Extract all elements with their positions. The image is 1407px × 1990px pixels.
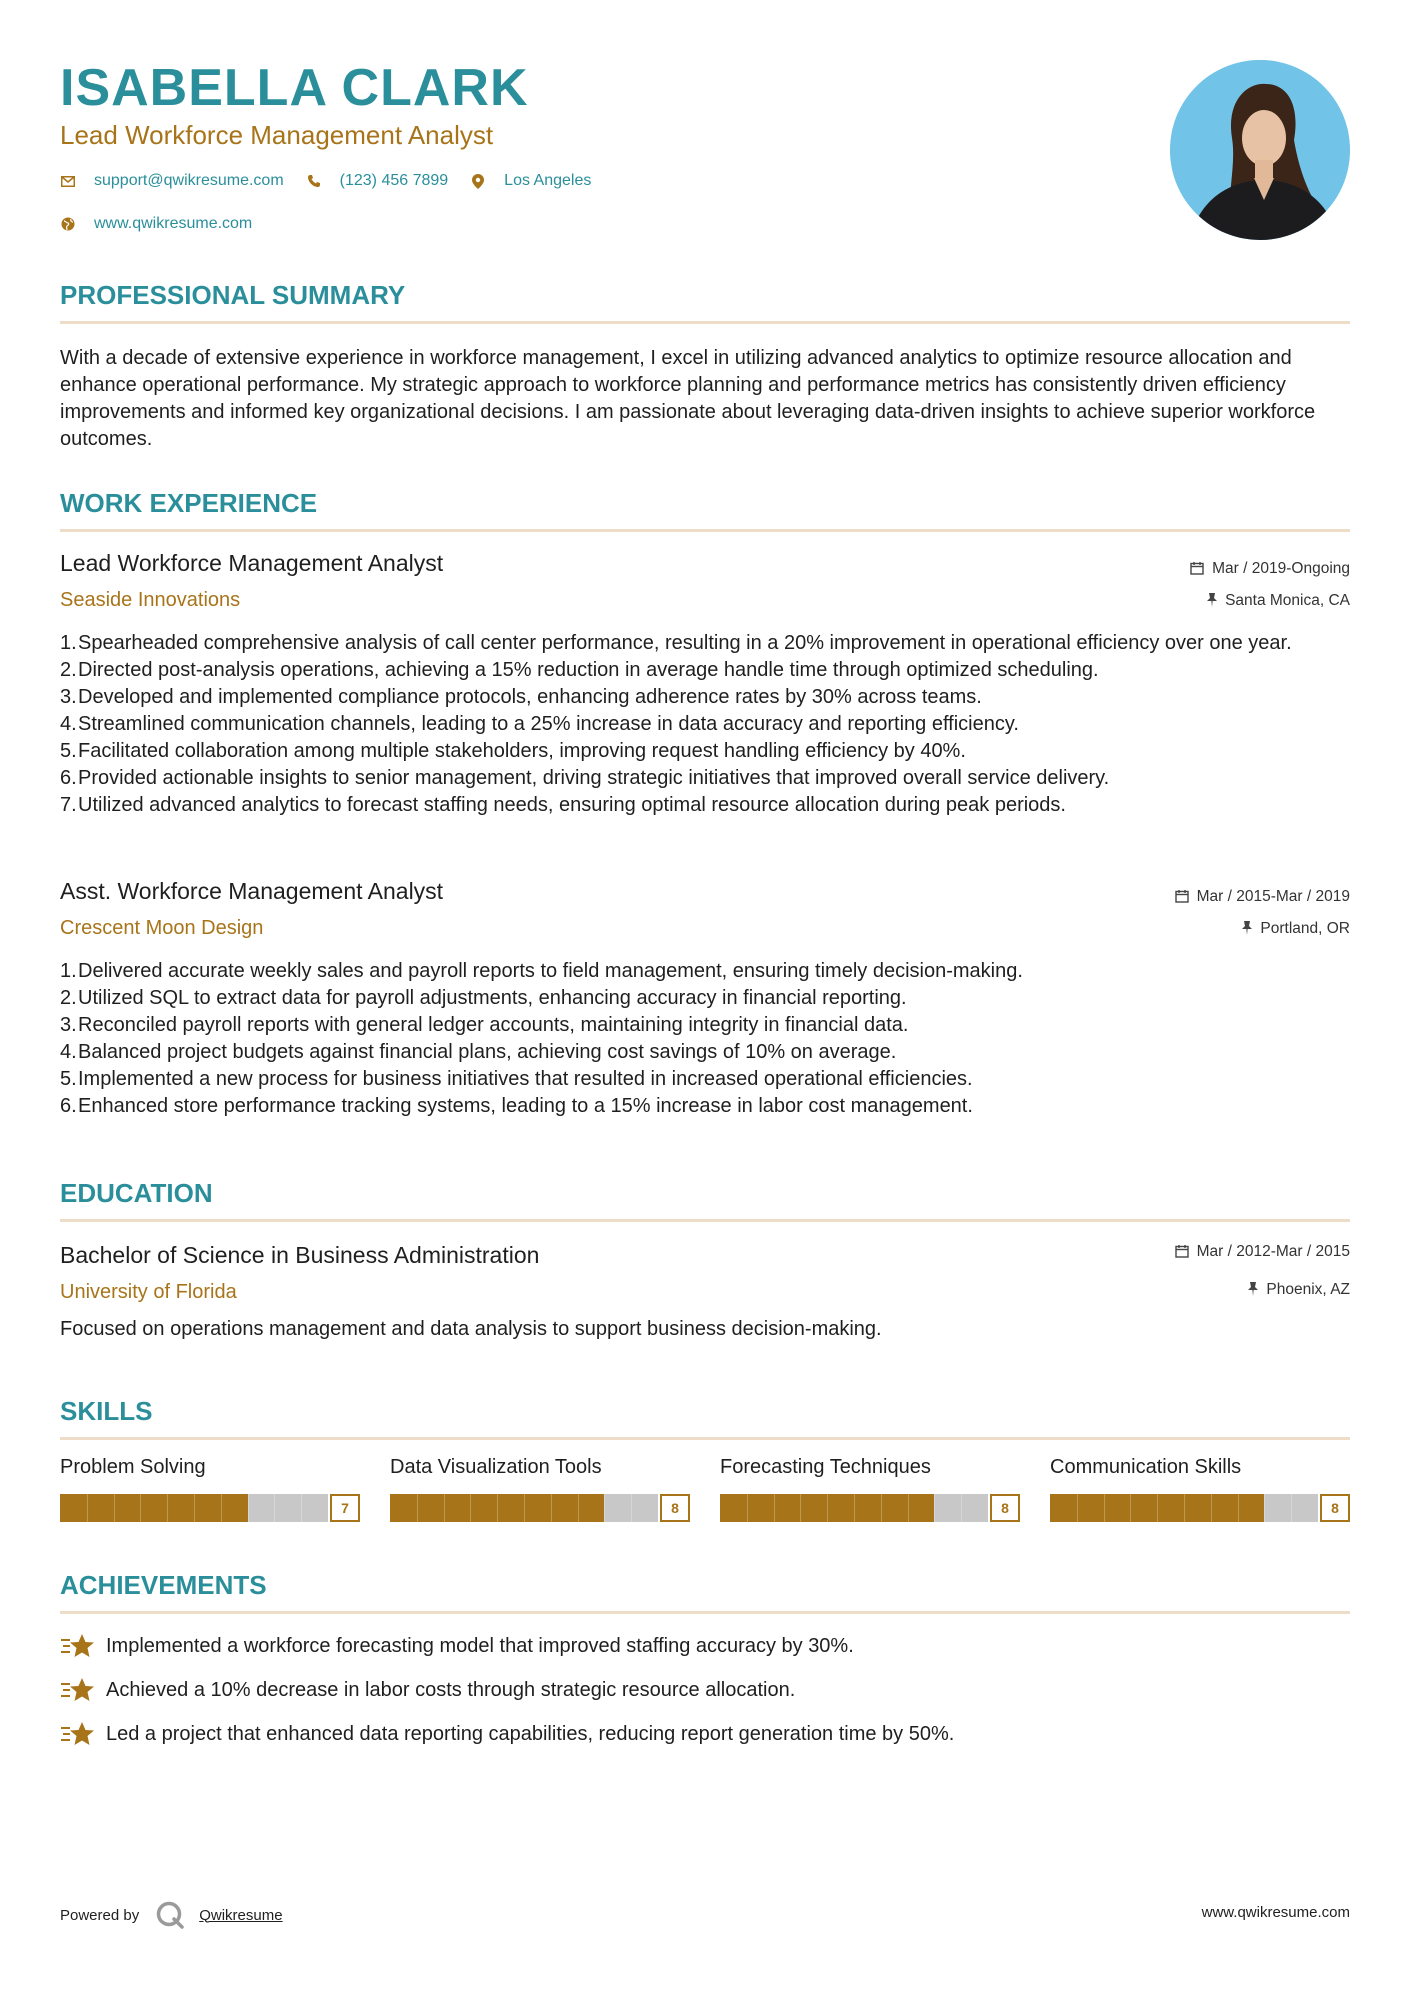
skill-segment-divider [800, 1494, 801, 1522]
skill-bar [720, 1494, 1020, 1522]
skill-segment-divider [1238, 1494, 1239, 1522]
skill-segment-divider [961, 1494, 962, 1522]
skill-item [390, 1456, 690, 1522]
education-location [1248, 1281, 1350, 1299]
pushpin-icon [1248, 1282, 1258, 1299]
skill-track [60, 1494, 328, 1522]
skill-segment-divider [1157, 1494, 1158, 1522]
list-item: 4. Balanced project budgets against financial plans, achieving cost savings of 10% on average. [60, 1041, 897, 1063]
job-dates-1 [1190, 560, 1350, 578]
skill-segment-divider [774, 1494, 775, 1522]
list-item: 2. Directed post-analysis operations, achieving a 15% reduction in average handle time through optimized scheduling. [60, 659, 1099, 681]
skill-item [60, 1456, 360, 1522]
job-bullets-2 [60, 958, 1350, 1120]
job-dates-2 [1175, 888, 1350, 906]
list-item: 1. Delivered accurate weekly sales and payroll reports to field management, ensuring timely decision-making. [60, 960, 1023, 982]
skill-segment-divider [194, 1494, 195, 1522]
skill-segment-divider [1264, 1494, 1265, 1522]
star-icon [60, 1720, 94, 1748]
contact-row [60, 172, 613, 190]
list-item: 6. Provided actionable insights to senior management, driving strategic initiatives that improved overall service delivery. [60, 767, 1110, 789]
skill-score: 8 [660, 1494, 690, 1522]
list-item: 3. Reconciled payroll reports with general ledger accounts, maintaining integrity in financial data. [60, 1014, 909, 1036]
education-dates [1175, 1243, 1350, 1261]
job-company-1: Seaside Innovations [60, 589, 241, 611]
skill-track [720, 1494, 988, 1522]
skill-segment-divider [497, 1494, 498, 1522]
skill-bar [1050, 1494, 1350, 1522]
skill-score: 8 [1320, 1494, 1350, 1522]
skill-segment-divider [1211, 1494, 1212, 1522]
website-text[interactable]: www.qwikresume.com [94, 215, 253, 232]
footer-powered-by [60, 1900, 283, 1930]
summary-heading: PROFESSIONAL SUMMARY [60, 280, 1350, 324]
contact-website[interactable] [60, 215, 252, 233]
degree-title: Bachelor of Science in Business Administration [60, 1242, 540, 1268]
calendar-icon [1190, 561, 1204, 578]
profile-photo [1170, 60, 1350, 240]
skill-segment-divider [934, 1494, 935, 1522]
education-heading: EDUCATION [60, 1178, 1350, 1222]
skill-item [720, 1456, 1020, 1522]
skill-track [390, 1494, 658, 1522]
skill-segment-divider [114, 1494, 115, 1522]
skill-label: Data Visualization Tools [390, 1456, 602, 1478]
education-dates-text: Mar / 2012-Mar / 2015 [1196, 1243, 1350, 1260]
skill-segment-divider [827, 1494, 828, 1522]
skill-segment-divider [604, 1494, 605, 1522]
pushpin-icon [1242, 921, 1252, 938]
skill-label: Problem Solving [60, 1456, 206, 1478]
skill-segment-divider [551, 1494, 552, 1522]
star-icon [60, 1632, 94, 1660]
list-item: 6. Enhanced store performance tracking systems, leading to a 15% increase in labor cost management. [60, 1095, 973, 1117]
skill-track [1050, 1494, 1318, 1522]
contact-phone[interactable] [306, 172, 449, 190]
job-dates-text-2: Mar / 2015-Mar / 2019 [1196, 888, 1350, 905]
phone-icon [306, 173, 322, 189]
envelope-icon [60, 173, 76, 189]
job-title-2: Asst. Workforce Management Analyst [60, 878, 444, 904]
skill-segment-divider [631, 1494, 632, 1522]
achievement-item [60, 1720, 954, 1748]
skill-segment-divider [167, 1494, 168, 1522]
skill-segment-divider [1077, 1494, 1078, 1522]
skill-segment-divider [1104, 1494, 1105, 1522]
pushpin-icon [1207, 593, 1217, 610]
skill-segment-divider [578, 1494, 579, 1522]
qwikresume-logo-icon [155, 1900, 185, 1930]
phone-text[interactable]: (123) 456 7899 [339, 172, 449, 189]
job-location-1 [1207, 592, 1350, 610]
contact-row-web [60, 215, 274, 233]
skill-segment-divider [221, 1494, 222, 1522]
job-bullets-1 [60, 630, 1350, 819]
summary-text: With a decade of extensive experience in workforce management, I excel in utilizing advanced analytics to optimize resource allocation and enhance operational performance. My strategic approach to workforce planning and performance metrics has consistently driven efficiency improvements and informed key organizational decisions. I am passionate about leveraging data-driven insights to achieve superior workforce outcomes. [60, 347, 1316, 450]
achievement-text: Implemented a workforce forecasting model that improved staffing accuracy by 30%. [106, 1634, 854, 1657]
skill-segment-divider [274, 1494, 275, 1522]
skill-fill [60, 1494, 248, 1522]
skill-segment-divider [854, 1494, 855, 1522]
skill-segment-divider [1291, 1494, 1292, 1522]
candidate-name: ISABELLA CLARK [60, 59, 529, 117]
experience-heading: WORK EXPERIENCE [60, 488, 1350, 532]
list-item: 3. Developed and implemented compliance protocols, enhancing adherence rates by 30% across teams. [60, 686, 982, 708]
skill-segment-divider [1184, 1494, 1185, 1522]
achievement-text: Achieved a 10% decrease in labor costs through strategic resource allocation. [106, 1678, 796, 1701]
skill-label: Forecasting Techniques [720, 1456, 931, 1478]
email-text[interactable]: support@qwikresume.com [94, 172, 284, 189]
skill-segment-divider [524, 1494, 525, 1522]
skill-segment-divider [417, 1494, 418, 1522]
achievement-text: Led a project that enhanced data reporting capabilities, reducing report generation time by 50%. [106, 1722, 955, 1745]
job-company-2: Crescent Moon Design [60, 917, 264, 939]
list-item: 1. Spearheaded comprehensive analysis of call center performance, resulting in a 20% improvement in operational efficiency over one year. [60, 632, 1292, 654]
list-item: 5. Facilitated collaboration among multiple stakeholders, improving request handling efficiency by 40%. [60, 740, 966, 762]
map-pin-icon [470, 173, 486, 189]
location-text: Los Angeles [504, 172, 592, 189]
job-location-text-2: Portland, OR [1260, 920, 1350, 937]
skill-segment-divider [140, 1494, 141, 1522]
job-location-text-1: Santa Monica, CA [1225, 592, 1350, 609]
skill-score: 8 [990, 1494, 1020, 1522]
achievement-item [60, 1676, 795, 1704]
footer-website[interactable]: www.qwikresume.com [1201, 1904, 1350, 1921]
skill-segment-divider [248, 1494, 249, 1522]
achievements-heading: ACHIEVEMENTS [60, 1570, 1350, 1614]
candidate-title: Lead Workforce Management Analyst [60, 120, 494, 150]
skill-segment-divider [444, 1494, 445, 1522]
education-description: Focused on operations management and data analysis to support business decision-making. [60, 1318, 882, 1340]
job-dates-text-1: Mar / 2019-Ongoing [1212, 560, 1350, 577]
skill-segment-divider [301, 1494, 302, 1522]
skill-bar [390, 1494, 690, 1522]
globe-icon [60, 216, 76, 232]
skill-segment-divider [881, 1494, 882, 1522]
calendar-icon [1175, 1244, 1189, 1261]
skill-segment-divider [87, 1494, 88, 1522]
contact-email[interactable] [60, 172, 284, 190]
contact-location [470, 172, 591, 190]
skill-segment-divider [1130, 1494, 1131, 1522]
skill-segment-divider [908, 1494, 909, 1522]
skill-item [1050, 1456, 1350, 1522]
calendar-icon [1175, 889, 1189, 906]
job-location-2 [1242, 920, 1350, 938]
resume-page [60, 0, 1350, 1990]
list-item: 2. Utilized SQL to extract data for payroll adjustments, enhancing accuracy in financial reporting. [60, 987, 907, 1009]
skills-heading: SKILLS [60, 1396, 1350, 1440]
school-name: University of Florida [60, 1281, 237, 1303]
skill-segment-divider [470, 1494, 471, 1522]
list-item: 5. Implemented a new process for business initiatives that resulted in increased operational efficiencies. [60, 1068, 973, 1090]
achievement-item [60, 1632, 854, 1660]
education-location-text: Phoenix, AZ [1266, 1281, 1350, 1298]
list-item: 4. Streamlined communication channels, leading to a 25% increase in data accuracy and reporting efficiency. [60, 713, 1019, 735]
list-item: 7. Utilized advanced analytics to forecast staffing needs, ensuring optimal resource allocation during peak periods. [60, 794, 1066, 816]
job-title-1: Lead Workforce Management Analyst [60, 550, 444, 576]
skill-score: 7 [330, 1494, 360, 1522]
skill-segment-divider [747, 1494, 748, 1522]
skill-label: Communication Skills [1050, 1456, 1242, 1478]
powered-by-label: Powered by [60, 1906, 140, 1924]
star-icon [60, 1676, 94, 1704]
skill-bar [60, 1494, 360, 1522]
qwikresume-link[interactable]: Qwikresume [199, 1906, 283, 1924]
